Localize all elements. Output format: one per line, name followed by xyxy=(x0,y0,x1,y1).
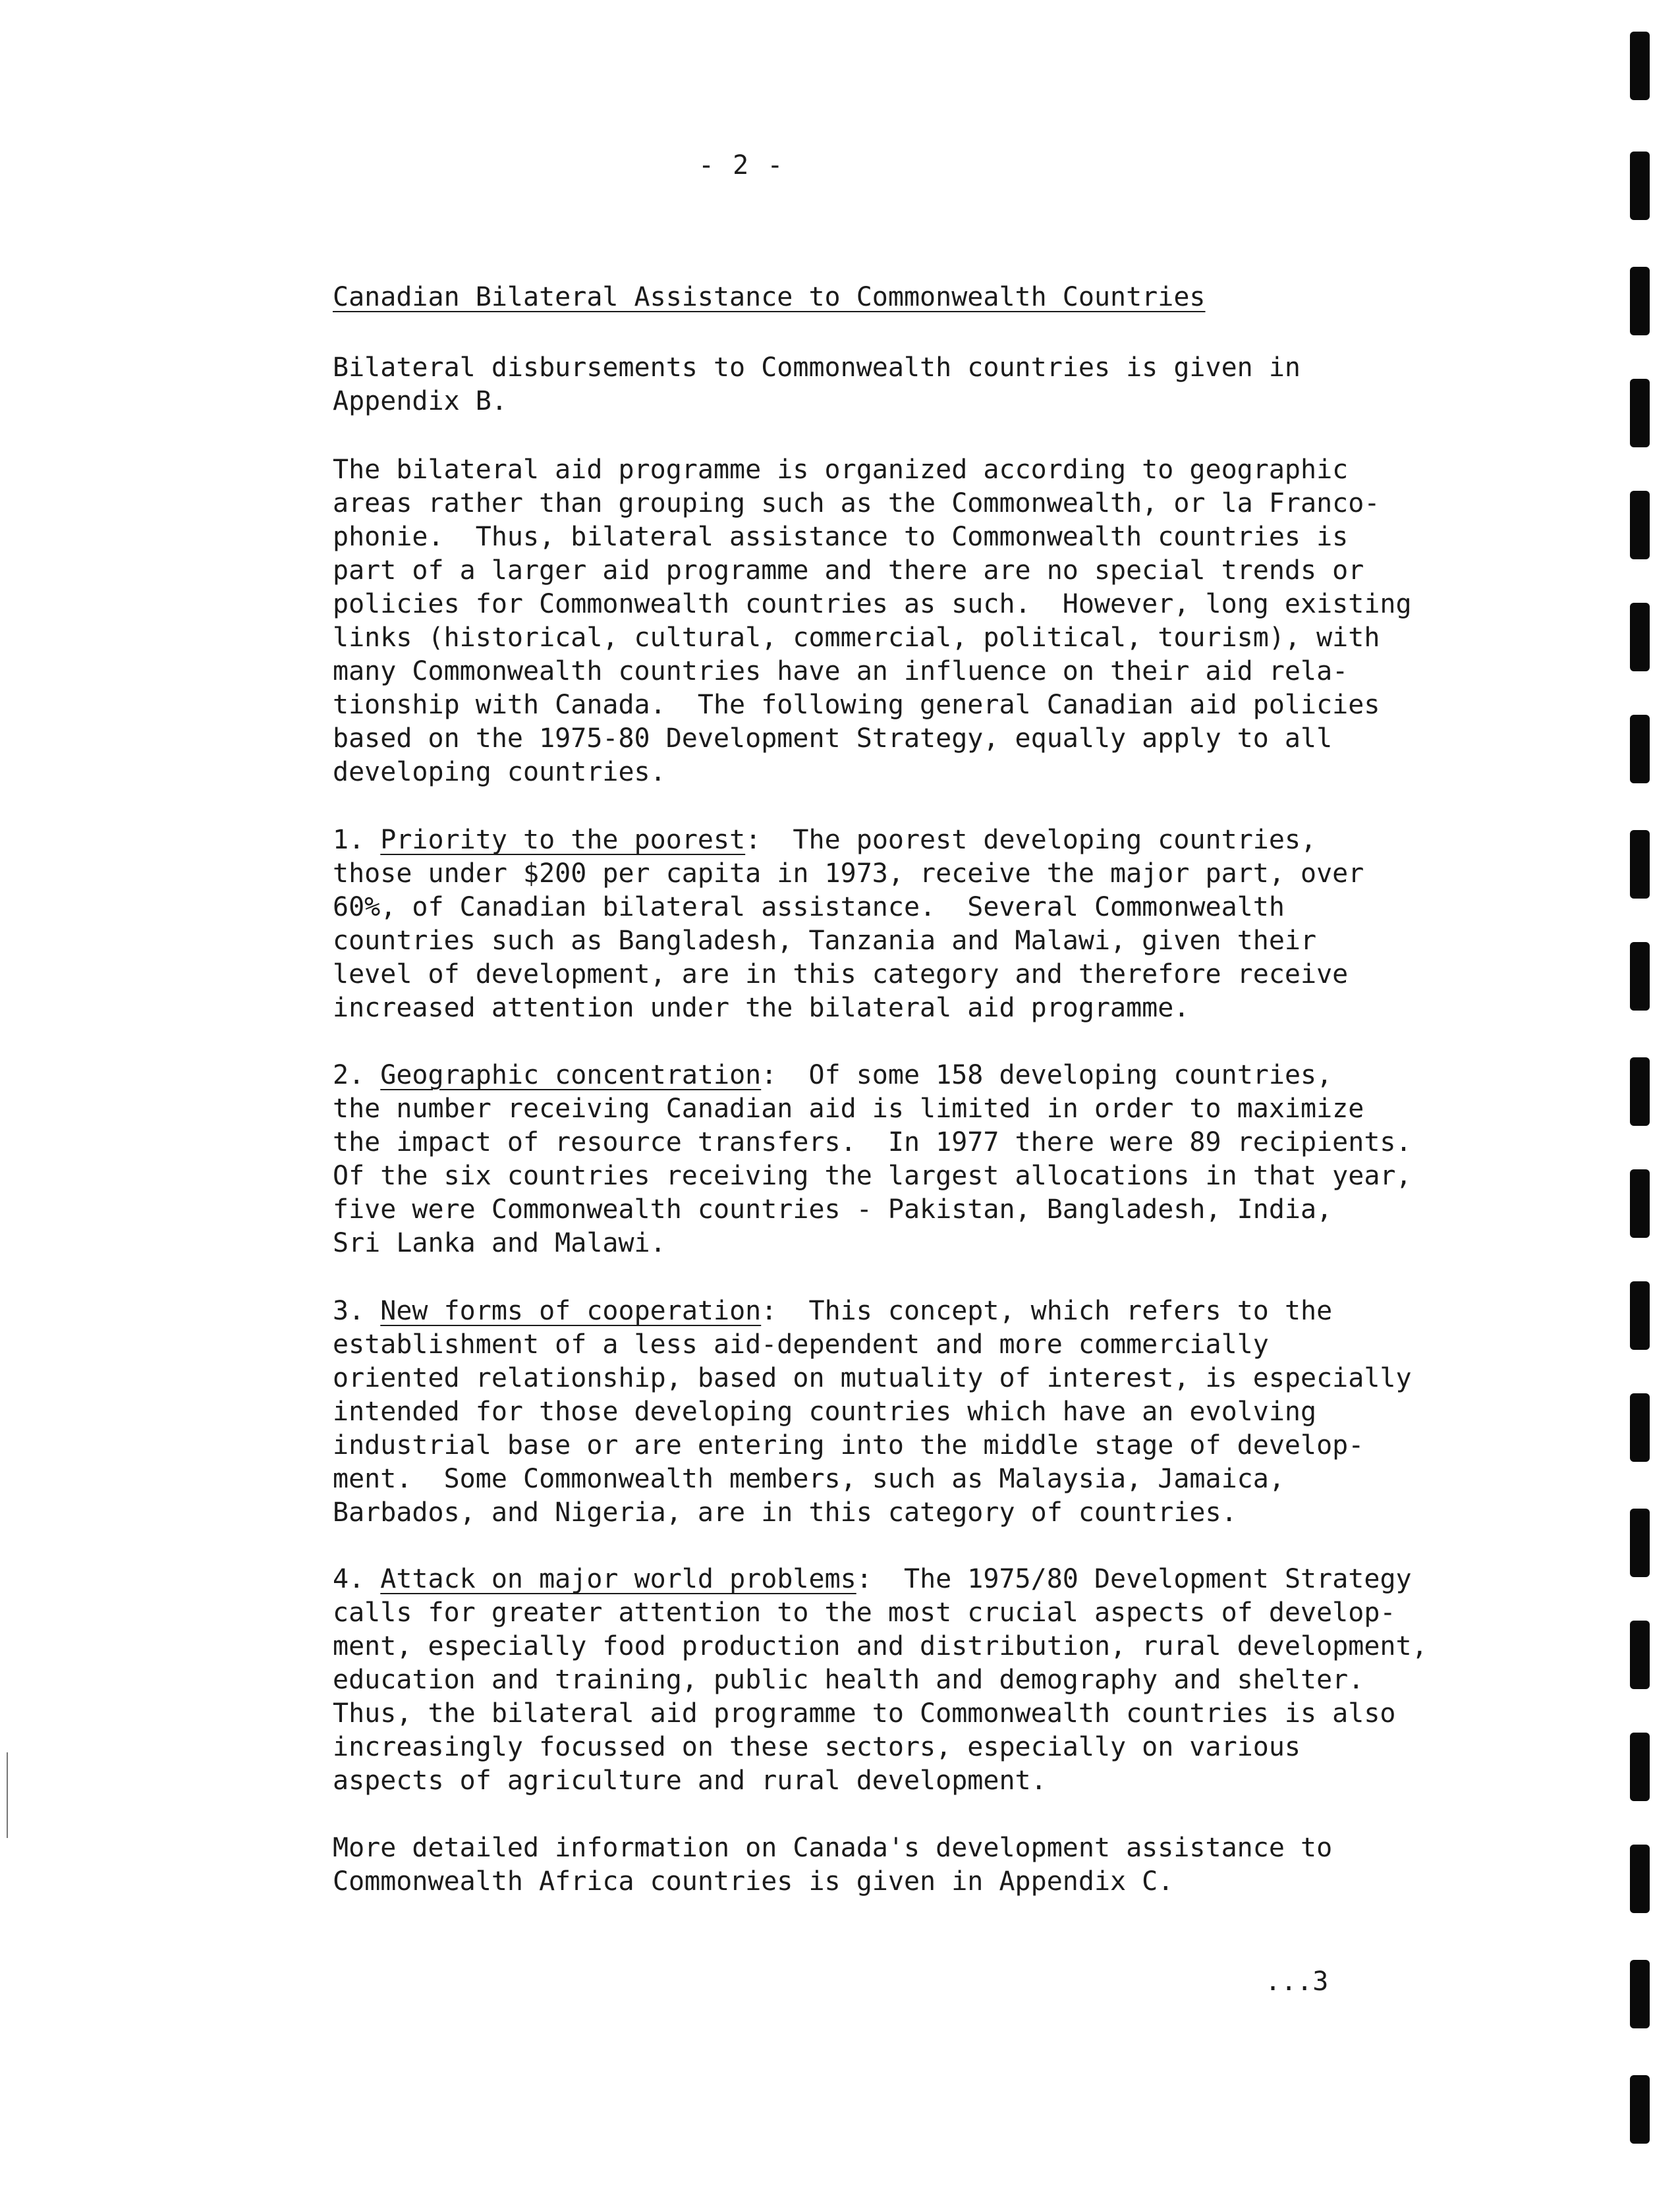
intro-paragraph xyxy=(333,351,1301,418)
binding-hole xyxy=(1630,603,1650,671)
binding-hole xyxy=(1630,1621,1650,1689)
item-title: Geographic concentration xyxy=(380,1060,762,1090)
item-title: Attack on major world problems xyxy=(380,1564,856,1594)
binding-hole xyxy=(1630,1845,1650,1913)
text-line: Barbados, and Nigeria, are in this category of countries. xyxy=(333,1497,1237,1528)
binding-hole xyxy=(1630,152,1650,220)
text-line: the number receiving Canadian aid is limited in order to maximize xyxy=(333,1094,1364,1124)
binding-hole xyxy=(1630,379,1650,447)
policy-item-3 xyxy=(333,1294,1412,1530)
text-line: establishment of a less aid-dependent and more commercially xyxy=(333,1329,1269,1360)
page-number: - 2 - xyxy=(698,150,785,181)
text-line: the impact of resource transfers. In 1977 there were 89 recipients. xyxy=(333,1127,1412,1157)
text-line: links (historical, cultural, commercial, political, tourism), with xyxy=(333,623,1380,653)
closing-paragraph xyxy=(333,1831,1332,1899)
item-first-line xyxy=(333,1563,1428,1596)
policy-item-2 xyxy=(333,1059,1412,1260)
item-first-rest: : The poorest developing countries, xyxy=(745,825,1317,855)
item-title: New forms of cooperation xyxy=(380,1296,762,1326)
binding-hole xyxy=(1630,1281,1650,1350)
text-line: areas rather than grouping such as the Commonwealth, or la Franco- xyxy=(333,488,1380,518)
binding-hole xyxy=(1630,715,1650,783)
text-line: education and training, public health and demography and shelter. xyxy=(333,1665,1364,1695)
binding-hole xyxy=(1630,32,1650,100)
text-line: calls for greater attention to the most crucial aspects of develop- xyxy=(333,1598,1396,1628)
text-line: intended for those developing countries which have an evolving xyxy=(333,1397,1317,1427)
text-line: The bilateral aid programme is organized according to geographic xyxy=(333,455,1349,485)
text-line: increased attention under the bilateral aid programme. xyxy=(333,993,1190,1023)
item-first-rest: : The 1975/80 Development Strategy xyxy=(856,1564,1412,1594)
policy-item-1 xyxy=(333,823,1364,1025)
binding-hole xyxy=(1630,1960,1650,2028)
text-line: five were Commonwealth countries - Pakistan, Bangladesh, India, xyxy=(333,1194,1333,1225)
text-line: Bilateral disbursements to Commonwealth countries is given in xyxy=(333,352,1301,383)
item-number: 4. xyxy=(333,1564,365,1594)
text-line: More detailed information on Canada's development assistance to xyxy=(333,1833,1333,1863)
text-line: developing countries. xyxy=(333,757,666,787)
continued-marker: ...3 xyxy=(1265,1966,1329,1997)
text-line: level of development, are in this category and therefore receive xyxy=(333,959,1349,989)
item-first-line xyxy=(333,1294,1412,1328)
item-number: 3. xyxy=(333,1296,365,1326)
binding-hole xyxy=(1630,2075,1650,2144)
policy-item-4 xyxy=(333,1563,1428,1798)
item-number: 1. xyxy=(333,825,365,855)
scan-edge-mark xyxy=(7,1752,8,1838)
binding-hole xyxy=(1630,491,1650,559)
text-line: part of a larger aid programme and there are no special trends or xyxy=(333,555,1364,586)
text-line: 60%, of Canadian bilateral assistance. Several Commonwealth xyxy=(333,892,1285,922)
text-line: those under $200 per capita in 1973, receive the major part, over xyxy=(333,858,1364,889)
section-heading: Canadian Bilateral Assistance to Commonwealth Countries xyxy=(333,282,1206,312)
binding-hole xyxy=(1630,830,1650,899)
binding-hole xyxy=(1630,942,1650,1011)
text-line: Commonwealth Africa countries is given in Appendix C. xyxy=(333,1866,1174,1897)
text-line: Of the six countries receiving the largest allocations in that year, xyxy=(333,1161,1412,1191)
text-line: countries such as Bangladesh, Tanzania and Malawi, given their xyxy=(333,926,1317,956)
text-line: tionship with Canada. The following general Canadian aid policies xyxy=(333,690,1380,720)
binding-hole xyxy=(1630,1169,1650,1238)
binding-hole xyxy=(1630,1733,1650,1801)
text-line: phonie. Thus, bilateral assistance to Commonwealth countries is xyxy=(333,522,1349,552)
text-line: based on the 1975-80 Development Strategy, equally apply to all xyxy=(333,723,1333,754)
text-line: oriented relationship, based on mutuality of interest, is especially xyxy=(333,1363,1412,1393)
text-line: policies for Commonwealth countries as such. However, long existing xyxy=(333,589,1412,619)
text-line: Thus, the bilateral aid programme to Commonwealth countries is also xyxy=(333,1698,1396,1729)
text-line: ment, especially food production and distribution, rural development, xyxy=(333,1631,1428,1661)
binding-hole xyxy=(1630,1509,1650,1577)
text-line: Appendix B. xyxy=(333,386,507,416)
item-first-rest: : This concept, which refers to the xyxy=(761,1296,1333,1326)
item-first-line xyxy=(333,1059,1412,1092)
binding-hole xyxy=(1630,1393,1650,1462)
text-line: ment. Some Commonwealth members, such as Malaysia, Jamaica, xyxy=(333,1464,1285,1494)
text-line: increasingly focussed on these sectors, especially on various xyxy=(333,1732,1301,1762)
text-line: industrial base or are entering into the middle stage of develop- xyxy=(333,1430,1364,1461)
item-title: Priority to the poorest xyxy=(380,825,746,855)
item-first-rest: : Of some 158 developing countries, xyxy=(761,1060,1333,1090)
text-line: Sri Lanka and Malawi. xyxy=(333,1228,666,1258)
item-first-line xyxy=(333,823,1364,857)
text-line: aspects of agriculture and rural development. xyxy=(333,1766,1047,1796)
binding-hole xyxy=(1630,267,1650,335)
item-number: 2. xyxy=(333,1060,365,1090)
binding-hole xyxy=(1630,1057,1650,1126)
aid-programme-paragraph xyxy=(333,453,1412,789)
text-line: many Commonwealth countries have an influence on their aid rela- xyxy=(333,656,1349,686)
